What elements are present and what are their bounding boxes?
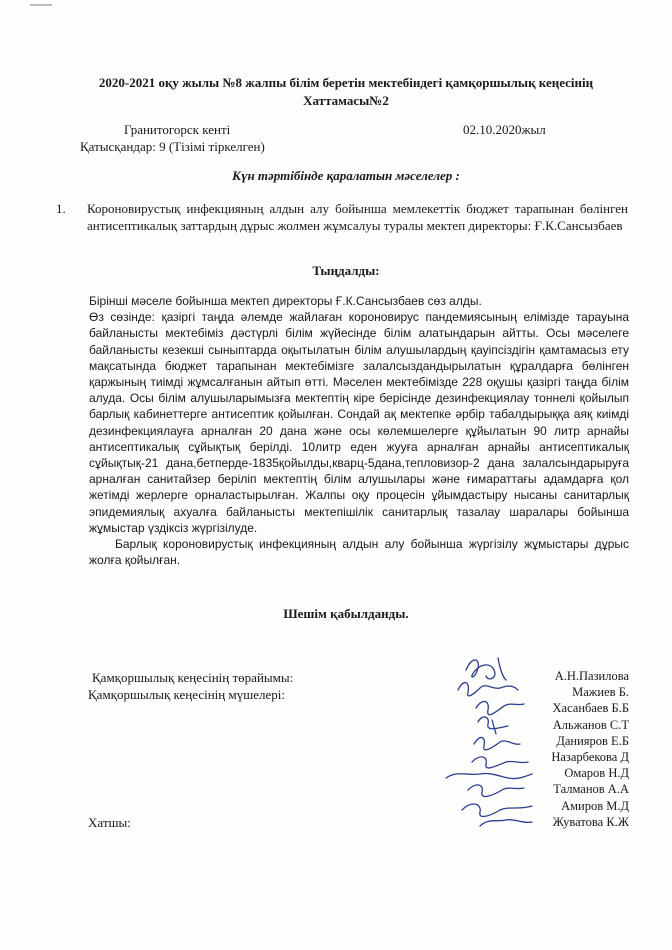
participants-count: Қатысқандар: 9 (Тізімі тіркелген) [80, 139, 265, 154]
member-name: Альжанов С.Т [552, 717, 629, 732]
decision-heading: Шешім қабылданды. [283, 606, 409, 621]
heard-section [89, 293, 629, 568]
member-name: Амиров М.Д [561, 798, 629, 813]
heard-heading: Тыңдалды: [312, 263, 380, 278]
member-names-list [469, 668, 629, 830]
member-name: А.Н.Пазилова [554, 669, 629, 683]
member-name: Талманов А.А [553, 782, 629, 797]
member-name: Данияров Е.Б [556, 733, 629, 748]
member-name: Назарбекова Д [551, 750, 629, 765]
member-name: Омаров Н.Д [564, 766, 629, 781]
agenda-item-number: 1. [56, 201, 66, 216]
chair-label: Қамқоршылық кеңесінің төрайымы: [92, 670, 294, 685]
document-place: Гранитогорск кенті [124, 122, 231, 137]
agenda-heading: Күн тәртібінде қаралатын мәселелер : [232, 168, 460, 183]
member-name: Хасанбаев Б.Б [552, 701, 629, 716]
member-name: Мажиев Б. [572, 685, 629, 700]
scan-mark [30, 4, 52, 6]
secretary-label: Хатшы: [88, 815, 131, 830]
document-title: 2020-2021 оқу жылы №8 жалпы білім беретін мектебіндегі қамқоршылық кеңесінің Хаттамасы№2 [98, 75, 594, 108]
heard-conclusion: Барлық короновирустық инфекцияның алдын алу бойынша жүргізілу жұмыстары дұрыс жолға қойылған. [89, 537, 629, 568]
agenda-item [56, 200, 628, 234]
member-name: Жуватова К.Ж [552, 814, 629, 829]
heard-intro: Бірінші мәселе бойынша мектеп директоры Ғ.К.Сансызбаев сөз алды. [89, 294, 482, 308]
members-label: Қамқоршылық кеңесінің мүшелері: [88, 687, 285, 702]
agenda-item-text: Короновирустық инфекцияның алдын алу бойынша мемлекеттік бюджет тарапынан бөлінген антисептикалық заттардың дұрыс жолмен жұмсалуы туралы мектеп директоры: Ғ.К.Сансызбаев [87, 201, 628, 233]
heard-body: Өз сөзінде: қазіргі таңда әлемде жайлаған короновирус пандемиясының елімізде тарауына байланысты мектебіміз дәстүрлі білім жүйесінде білім алатындарын айтты. Осы мәселеге байланысты кезекші сыныптарда оқытылатын білім алушылардың қауіпсіздігін қамтамасыз ету мақсатында бюджет тарапынан мектебімізге залалсыздандырылатын құралдарға бөлінген қаржының тиімді жұмсалғанын айтып өтті. Мәселен мектебімізде 228 оқушы қазіргі таңда білім алуда. Осы білім алушыларымызға мектептің кіре берісінде дезинфекциялау тоннелі қойылып барлық кабинеттерге антисептик қойылған. Сондай ақ мектепке әрбір табалдырыққа аяқ киімді дезинфекциялауға арналған 20 дана және осы көлемшелерге құйылатын 90 литр арнайы антисептикалық сұйықтық берілді. 10литр еден жууға арналған арнайы антисептикалық сұйықтық-21 дана,бетперде-1835қойылды,кварц-5дана,тепловизор-2 дана залалсындарыруға арналған санитайзер беріліп мектептің білім алушылары және ғимараттағы адамдарға қол жетімді жерлерге орналастырылған. Жалпы оқу процесін ұйымдастыру нысаны санитарлық эпидемиялық ахуалға байланысты мектепішілік санитарлық тазалау шаралары бойынша жұмыстар үздіксіз жүргізілуде. [89, 310, 629, 535]
document-date: 02.10.2020жыл [463, 122, 546, 137]
